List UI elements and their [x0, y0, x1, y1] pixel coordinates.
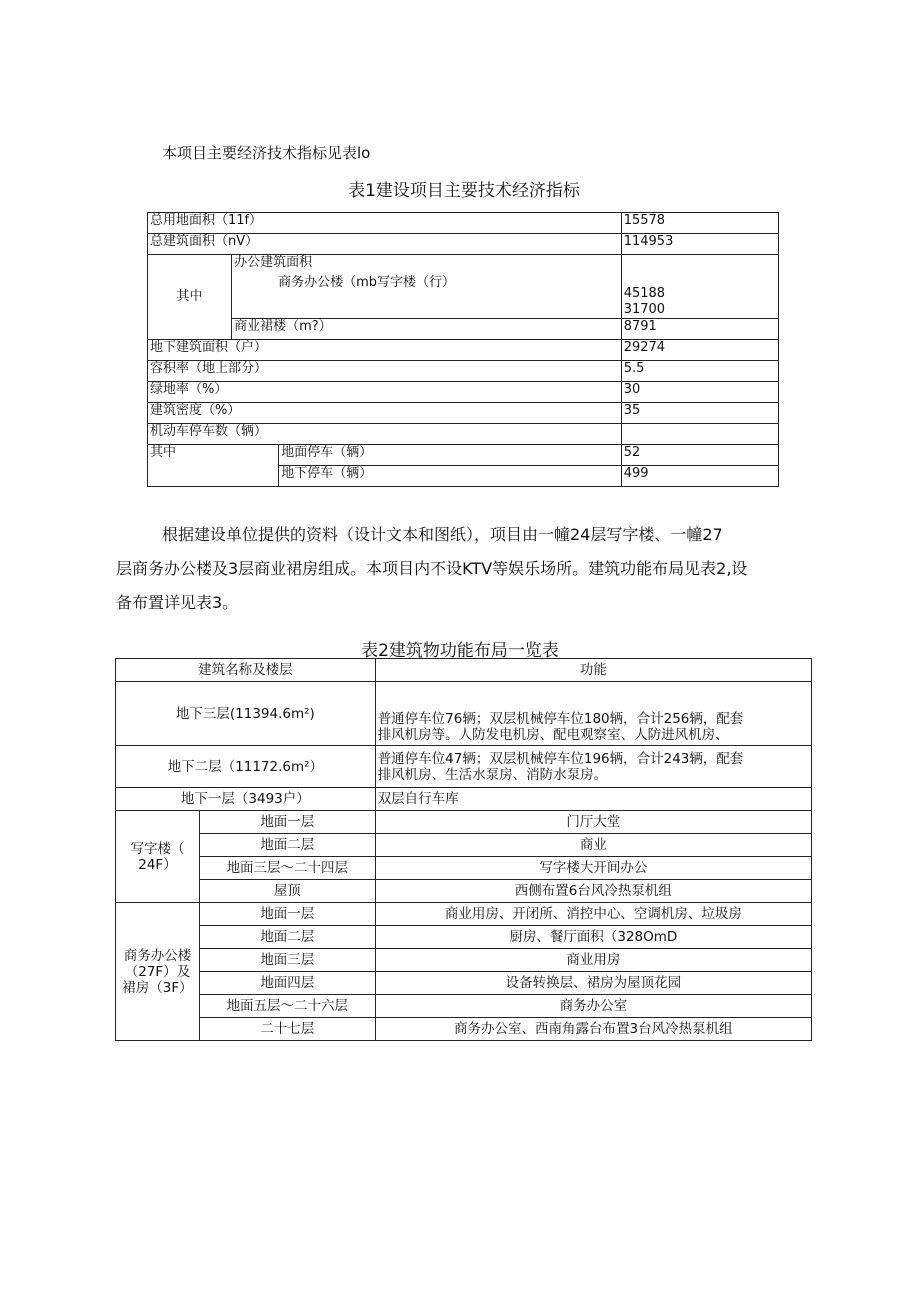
cell-floor: 地面一层 — [199, 811, 375, 834]
table-row — [148, 234, 779, 255]
name-line: 裙房（3F） — [122, 979, 193, 996]
cell-floor: 地面三层 — [199, 949, 375, 972]
cell-function — [375, 682, 811, 746]
cell-name: 地下二层（11172.6m²） — [116, 746, 376, 788]
cell-label: 机动车停车数（辆） — [148, 424, 622, 445]
cell-value: 8791 — [621, 319, 778, 340]
cell-value: 5.5 — [621, 361, 778, 382]
cell-name: 地下三层(11394.6m²) — [116, 682, 376, 746]
cell-label: 商业裙楼（m?） — [232, 319, 622, 340]
table-row — [116, 926, 812, 949]
cell-label: 总用地面积（11f） — [148, 213, 622, 234]
paragraph-line: 根据建设单位提供的资料（设计文本和图纸），项目由一幢24层写字楼、一幢27 — [162, 525, 723, 544]
cell-label: 地面停车（辆） — [279, 445, 622, 466]
cell-function: 双层自行车库 — [375, 788, 811, 811]
office-area-label: 办公建筑面积 — [234, 255, 313, 270]
cell-function: 商务办公室、西南角露台布置3台风冷热泵机组 — [375, 1018, 811, 1041]
cell-label: 绿地率（%） — [148, 382, 622, 403]
cell-value: 114953 — [621, 234, 778, 255]
cell-name: 地下一层（3493户） — [116, 788, 376, 811]
cell-floor: 地面一层 — [199, 903, 375, 926]
cell-label: 总建筑面积（nV） — [148, 234, 622, 255]
cell-floor: 二十七层 — [199, 1018, 375, 1041]
table-row — [116, 811, 812, 834]
cell-floor: 地面四层 — [199, 972, 375, 995]
cell-function — [375, 746, 811, 788]
table-row — [116, 972, 812, 995]
cell-label: 容积率（地上部分） — [148, 361, 622, 382]
cell-floor: 地面二层 — [199, 834, 375, 857]
table-row — [116, 903, 812, 926]
cell-label — [232, 255, 622, 319]
cell-value: 29274 — [621, 340, 778, 361]
table-row — [116, 682, 812, 746]
body-paragraph — [116, 518, 806, 620]
cell-function: 设备转换层、裙房为屋顶花园 — [375, 972, 811, 995]
cell-function: 厨房、餐厅面积（328OmD — [375, 926, 811, 949]
cell-label: 建筑密度（%） — [148, 403, 622, 424]
cell-label: 地下建筑面积（户） — [148, 340, 622, 361]
office-value-1: 45188 — [623, 286, 666, 301]
paragraph-line: 层商务办公楼及3层商业裙房组成。本项目内不设KTV等娱乐场所。建筑功能布局见表2,设 — [116, 559, 748, 578]
function-line: 普通停车位76辆；双层机械停车位180辆，合计256辆，配套 — [377, 711, 744, 727]
cell-function: 商业用房、开闭所、消控中心、空调机房、垃圾房 — [375, 903, 811, 926]
table-row — [116, 995, 812, 1018]
name-line: 24F） — [138, 856, 177, 873]
table2-title: 表2建筑物功能布局一览表 — [361, 641, 559, 661]
paragraph-line: 备布置详见表3。 — [116, 593, 239, 612]
cell-function: 商业 — [375, 834, 811, 857]
header-name: 建筑名称及楼层 — [116, 659, 376, 682]
table-row — [148, 213, 779, 234]
cell-floor: 地面五层～二十六层 — [199, 995, 375, 1018]
table-row — [116, 1018, 812, 1041]
cell-function: 门厅大堂 — [375, 811, 811, 834]
table-row — [148, 403, 779, 424]
header-function: 功能 — [375, 659, 811, 682]
table-row — [116, 746, 812, 788]
table-row — [148, 340, 779, 361]
cell-value: 52 — [621, 445, 778, 466]
function-layout-table — [115, 658, 812, 1041]
cell-floor: 地面二层 — [199, 926, 375, 949]
name-line: （27F）及 — [124, 963, 191, 980]
name-line: 写字楼（ — [130, 840, 185, 857]
cell-label: 地下停车（辆） — [279, 466, 622, 487]
biz-building-name — [116, 903, 200, 1041]
table-row — [148, 319, 779, 340]
office-value-2: 31700 — [623, 302, 666, 317]
function-line: 排风机房、生活水泵房、消防水泵房。 — [377, 766, 608, 783]
cell-value — [621, 255, 778, 319]
cell-function: 写字楼大开间办公 — [375, 857, 811, 880]
name-line: 商务办公楼 — [123, 947, 192, 964]
table-row — [148, 361, 779, 382]
cell-value: 15578 — [621, 213, 778, 234]
cell-value: 499 — [621, 466, 778, 487]
table-header-row — [116, 659, 812, 682]
cell-function: 商务办公室 — [375, 995, 811, 1018]
cell-function: 西侧布置6台风冷热泵机组 — [375, 880, 811, 903]
table-row — [116, 834, 812, 857]
function-line: 排风机房等。人防发电机房、配电观察室、人防进风机房、 — [377, 727, 729, 743]
table-row — [116, 857, 812, 880]
office-building-name — [116, 811, 200, 903]
cell-label: 其中 — [148, 255, 232, 340]
office-sub-label: 商务办公楼（mb写字楼（行） — [278, 275, 456, 290]
table1-title: 表1建设项目主要技术经济指标 — [348, 181, 580, 201]
table-row — [116, 788, 812, 811]
table-row — [116, 880, 812, 903]
table-row — [116, 949, 812, 972]
function-line: 普通停车位47辆；双层机械停车位196辆，合计243辆，配套 — [377, 750, 744, 767]
economic-indicators-table — [147, 212, 779, 487]
table-row — [148, 255, 779, 319]
cell-value: 30 — [621, 382, 778, 403]
cell-floor: 屋顶 — [199, 880, 375, 903]
table-row — [148, 424, 779, 445]
cell-value — [621, 424, 778, 445]
cell-value: 35 — [621, 403, 778, 424]
table-row — [148, 445, 779, 466]
table-row — [148, 382, 779, 403]
intro-text: 本项目主要经济技术指标见表lo — [162, 144, 371, 162]
cell-floor: 地面三层～二十四层 — [199, 857, 375, 880]
cell-label: 其中 — [148, 445, 279, 487]
cell-function: 商业用房 — [375, 949, 811, 972]
